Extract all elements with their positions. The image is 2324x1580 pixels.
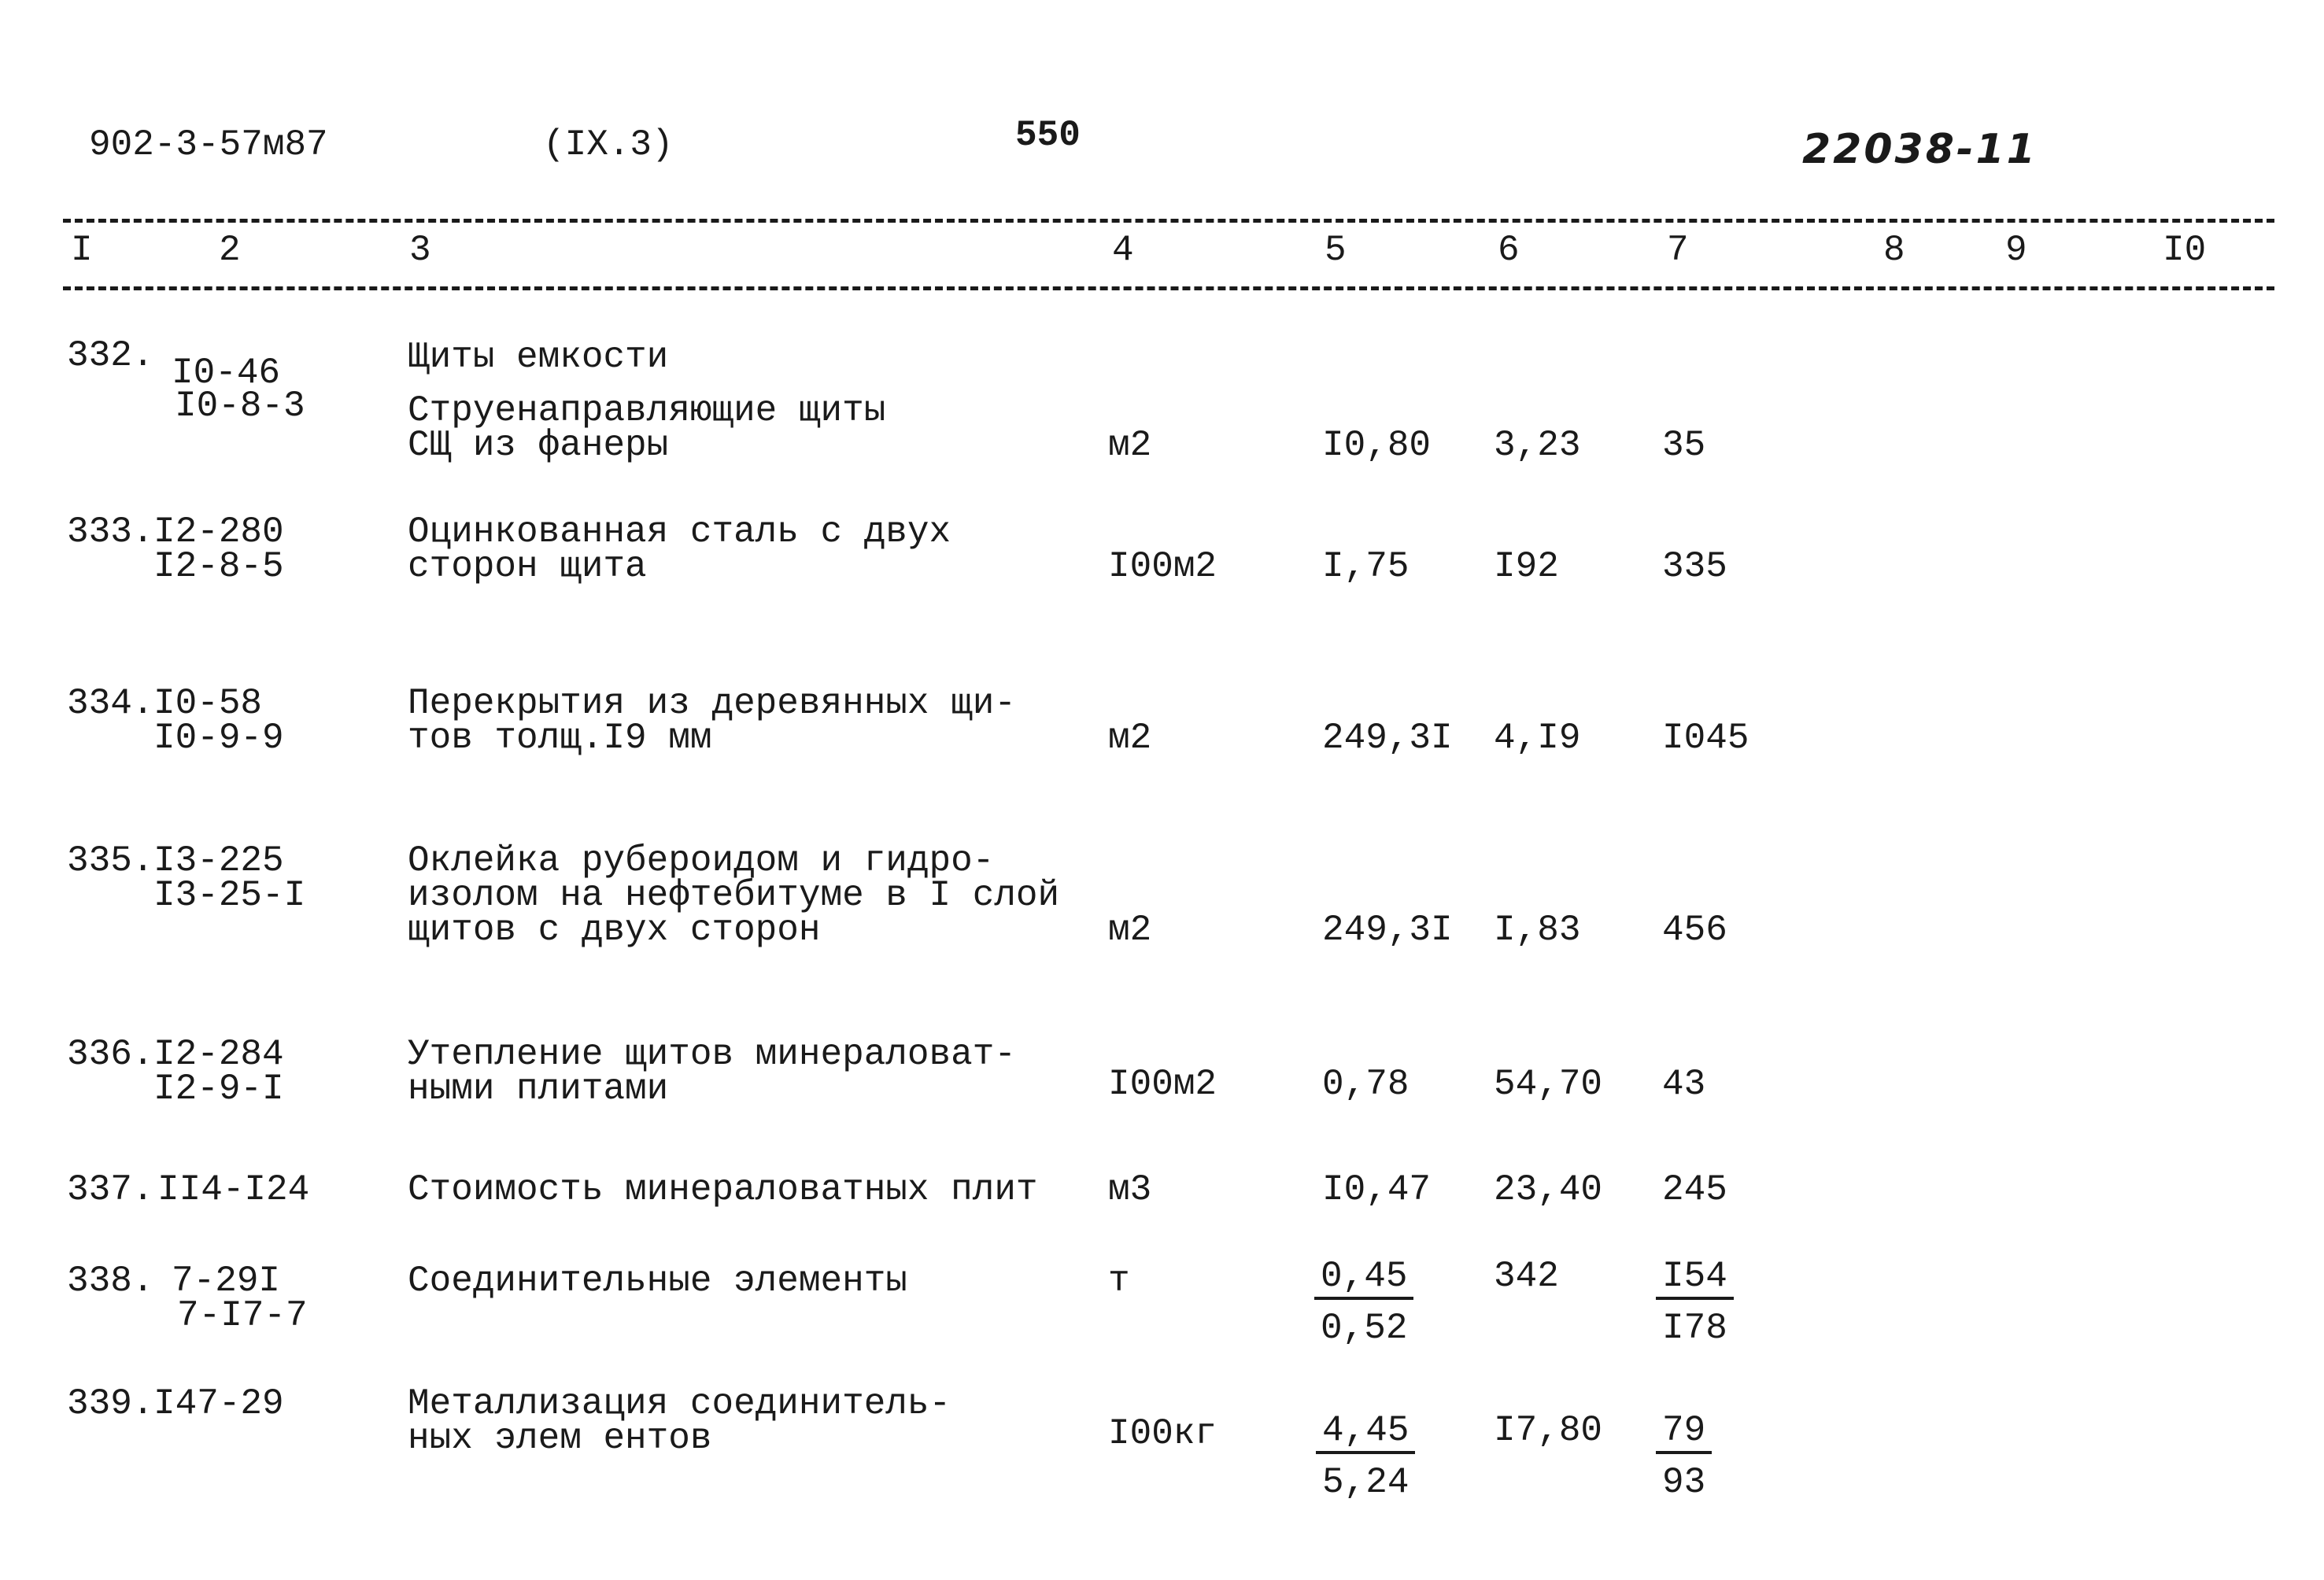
unit: I00м2 (1108, 1064, 1217, 1105)
quantity: I0,47 (1322, 1169, 1432, 1210)
total-denominator: 93 (1662, 1462, 1706, 1503)
archive-number: 22038-11 (1802, 126, 2038, 173)
row-number: 332. (67, 335, 154, 376)
quantity: 249,3I (1322, 910, 1453, 951)
unit-price: I7,80 (1494, 1410, 1603, 1451)
unit: м2 (1108, 718, 1152, 759)
column-header: 3 (409, 230, 431, 271)
unit: м2 (1108, 425, 1152, 466)
quantity: I0,80 (1322, 425, 1432, 466)
item-description: Щиты емкости (408, 337, 669, 378)
item-description: щитов с двух сторон (408, 910, 821, 951)
document-code: 902-3-57м87 (89, 124, 328, 165)
unit-price: I,83 (1494, 910, 1581, 951)
row-number: 334. (67, 683, 154, 724)
column-header: 9 (2005, 230, 2027, 271)
unit-price: 54,70 (1494, 1064, 1603, 1105)
total-cost-fraction (1656, 1256, 1734, 1349)
item-description: Перекрытия из деревянных щи- (408, 683, 1016, 724)
quantity-fraction (1314, 1256, 1413, 1349)
column-header: 2 (219, 230, 241, 271)
column-header: I (71, 230, 93, 271)
unit-price: 3,23 (1494, 425, 1581, 466)
quantity-denominator: 5,24 (1322, 1462, 1410, 1503)
item-description: Струенаправляющие щиты (408, 390, 886, 431)
norm-code: I2-284 (153, 1034, 284, 1075)
table-header-rule (63, 286, 2274, 290)
total-denominator: I78 (1662, 1308, 1727, 1349)
item-description: Стоимость минераловатных плит (408, 1169, 1038, 1210)
item-description: тов толщ.I9 мм (408, 718, 712, 759)
norm-code: 7-I7-7 (177, 1295, 308, 1336)
total-cost-fraction (1656, 1410, 1712, 1503)
quantity: 0,78 (1322, 1064, 1410, 1105)
total-cost: 245 (1662, 1169, 1727, 1210)
row-number: 339. (67, 1383, 154, 1424)
item-description: ными плитами (408, 1069, 669, 1109)
quantity-numerator: 0,45 (1314, 1259, 1413, 1300)
unit: I00кг (1108, 1413, 1217, 1454)
total-cost: 43 (1662, 1064, 1706, 1105)
item-description: Оцинкованная сталь с двух (408, 511, 951, 552)
item-description: Металлизация соединитель- (408, 1383, 951, 1424)
norm-code: I0-58 (153, 683, 263, 724)
norm-code: I2-9-I (153, 1069, 284, 1109)
quantity: 249,3I (1322, 718, 1453, 759)
column-header: 4 (1112, 230, 1134, 271)
item-description: сторон щита (408, 546, 647, 587)
quantity: I,75 (1322, 546, 1410, 587)
row-number: 333. (67, 511, 154, 552)
item-description: Оклейка рубероидом и гидро- (408, 840, 995, 881)
norm-code: I3-225 (153, 840, 284, 881)
item-description: Утепление щитов минераловат- (408, 1034, 1016, 1075)
row-number: 338. (67, 1261, 154, 1301)
row-number: 337. (67, 1169, 154, 1210)
unit: т (1108, 1261, 1130, 1301)
total-cost: I045 (1662, 718, 1749, 759)
norm-code: I3-25-I (153, 875, 306, 916)
unit-price: I92 (1494, 546, 1559, 587)
column-header: 6 (1498, 230, 1520, 271)
norm-code: 7-29I (172, 1261, 281, 1301)
column-header: I0 (2163, 230, 2207, 271)
unit: м2 (1108, 910, 1152, 951)
item-description: Соединительные элементы (408, 1261, 907, 1301)
item-description: ных элем ентов (408, 1418, 712, 1459)
total-numerator: I54 (1656, 1259, 1734, 1300)
norm-code: I0-9-9 (153, 718, 284, 759)
item-description: СЩ из фанеры (408, 425, 669, 466)
column-header: 7 (1667, 230, 1689, 271)
item-description: изолом на нефтебитуме в I слой (408, 875, 1060, 916)
unit: м3 (1108, 1169, 1152, 1210)
norm-code: I0-46 (172, 353, 281, 393)
quantity-denominator: 0,52 (1321, 1308, 1408, 1349)
total-cost: 35 (1662, 425, 1706, 466)
table-top-rule (63, 219, 2274, 223)
norm-code: I2-8-5 (153, 546, 284, 587)
quantity-numerator: 4,45 (1316, 1413, 1415, 1454)
row-number: 336. (67, 1034, 154, 1075)
column-header: 8 (1883, 230, 1905, 271)
total-cost: 335 (1662, 546, 1727, 587)
row-number: 335. (67, 840, 154, 881)
norm-code: I47-29 (153, 1383, 284, 1424)
total-cost: 456 (1662, 910, 1727, 951)
unit-price: 4,I9 (1494, 718, 1581, 759)
total-numerator: 79 (1656, 1413, 1712, 1454)
norm-code: I2-280 (153, 511, 284, 552)
unit: I00м2 (1108, 546, 1217, 587)
quantity-fraction (1316, 1410, 1415, 1503)
page-number: 550 (1015, 115, 1081, 156)
unit-price: 342 (1494, 1256, 1559, 1297)
unit-price: 23,40 (1494, 1169, 1603, 1210)
norm-code: II4-I24 (157, 1169, 310, 1210)
section-label: (IX.3) (543, 124, 674, 165)
column-header: 5 (1325, 230, 1347, 271)
norm-code: I0-8-3 (175, 386, 305, 426)
